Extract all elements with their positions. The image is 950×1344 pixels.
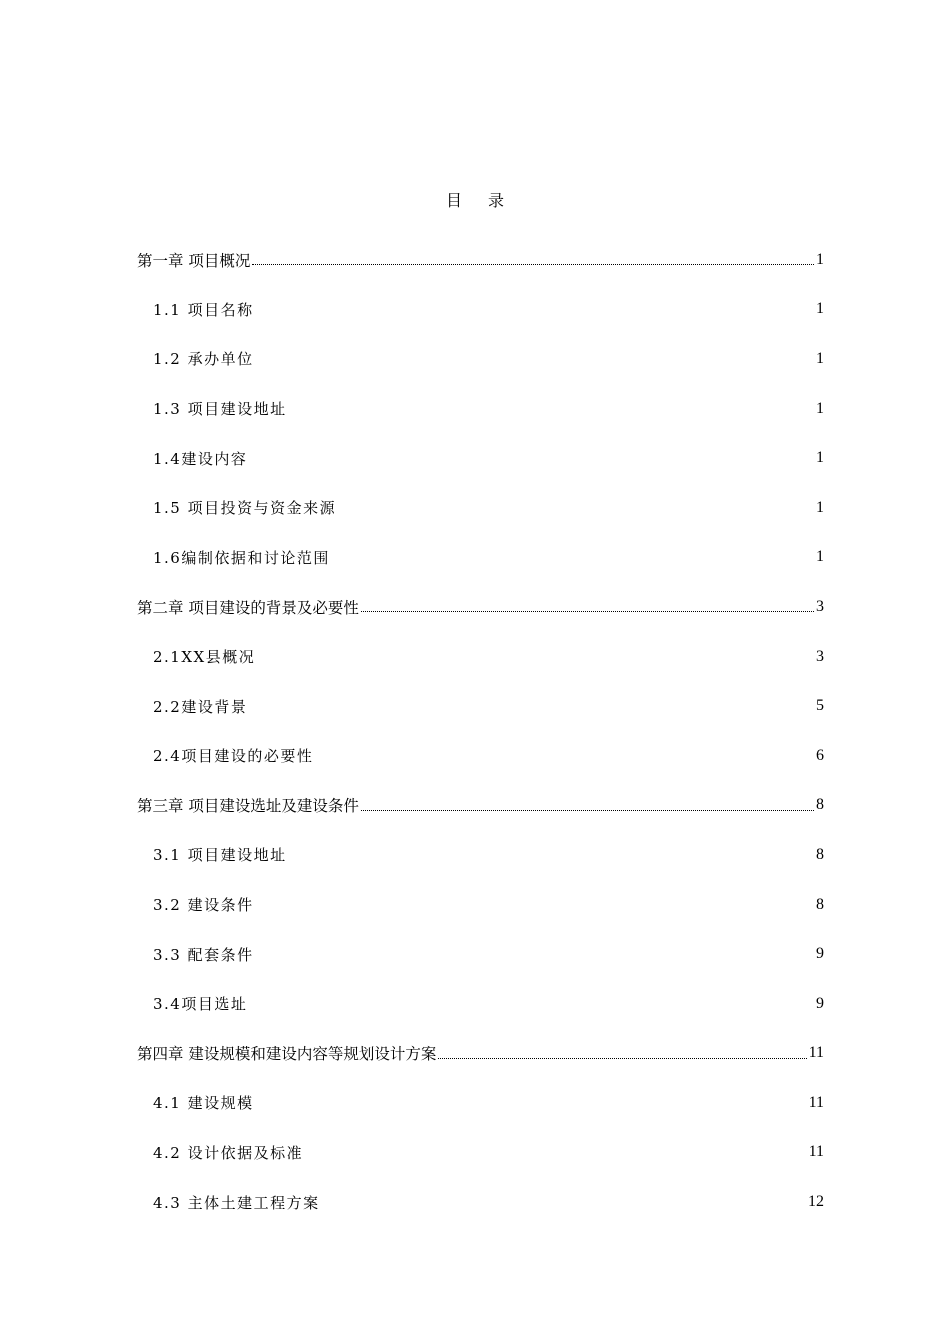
toc-page-number: 9	[816, 945, 824, 963]
toc-section-entry[interactable]	[137, 731, 824, 781]
toc-page-number: 11	[808, 1093, 824, 1111]
toc-dot-leader	[361, 611, 814, 612]
toc-section-entry[interactable]	[137, 830, 824, 880]
toc-dot-leader	[252, 264, 814, 265]
toc-entry-label: 1.6编制依据和讨论范围	[153, 548, 330, 567]
toc-chapter-entry[interactable]	[137, 582, 824, 632]
toc-section-entry[interactable]	[137, 1078, 824, 1128]
toc-section-entry[interactable]	[137, 1128, 824, 1178]
toc-page-number: 1	[816, 399, 824, 417]
toc-entry-label: 3.4项目选址	[153, 995, 248, 1014]
toc-entry-label: 3.1 项目建设地址	[153, 846, 287, 865]
toc-section-entry[interactable]	[137, 433, 824, 483]
toc-section-entry[interactable]	[137, 483, 824, 533]
toc-entry-label: 1.3 项目建设地址	[153, 400, 287, 419]
toc-section-entry[interactable]	[137, 880, 824, 930]
toc-chapter-entry[interactable]	[137, 781, 824, 831]
toc-section-entry[interactable]	[137, 979, 824, 1029]
toc-page-number: 1	[816, 548, 824, 566]
toc-page-number: 8	[816, 895, 824, 913]
toc-entry-label: 2.1XX县概况	[153, 648, 256, 667]
toc-title: 目录	[445, 191, 530, 210]
toc-entry-label: 4.3 主体土建工程方案	[153, 1193, 320, 1212]
toc-chapter-entry[interactable]	[137, 1029, 824, 1079]
toc-entry-label: 2.4项目建设的必要性	[153, 747, 314, 766]
toc-entry-label: 第三章 项目建设选址及建设条件	[137, 797, 359, 816]
toc-page-number: 12	[808, 1193, 824, 1211]
toc-page-number: 1	[816, 449, 824, 467]
toc-page-number: 11	[808, 1143, 824, 1161]
toc-section-entry[interactable]	[137, 1177, 824, 1227]
toc-entry-label: 4.1 建设规模	[153, 1094, 254, 1113]
toc-entry-label: 1.1 项目名称	[153, 300, 254, 319]
toc-entry-label: 4.2 设计依据及标准	[153, 1143, 304, 1162]
toc-page-number: 1	[816, 498, 824, 516]
toc-page-number: 1	[816, 300, 824, 318]
toc-page-number: 3	[816, 597, 824, 615]
toc-page-number: 5	[816, 697, 824, 715]
toc-section-entry[interactable]	[137, 334, 824, 384]
toc-page-number: 1	[816, 250, 824, 268]
table-of-contents	[137, 235, 824, 1227]
toc-entry-label: 1.5 项目投资与资金来源	[153, 499, 337, 518]
toc-section-entry[interactable]	[137, 533, 824, 583]
toc-dot-leader	[361, 810, 814, 811]
toc-page-number: 11	[808, 1044, 824, 1062]
toc-entry-label: 1.4建设内容	[153, 449, 248, 468]
toc-page-number: 9	[816, 994, 824, 1012]
toc-page-number: 8	[816, 796, 824, 814]
toc-entry-label: 第一章 项目概况	[137, 251, 251, 270]
toc-page-number: 1	[816, 349, 824, 367]
toc-entry-label: 2.2建设背景	[153, 697, 248, 716]
toc-dot-leader	[438, 1058, 806, 1059]
toc-section-entry[interactable]	[137, 285, 824, 335]
toc-chapter-entry[interactable]	[137, 235, 824, 285]
toc-entry-label: 1.2 承办单位	[153, 350, 254, 369]
toc-section-entry[interactable]	[137, 384, 824, 434]
toc-entry-label: 3.3 配套条件	[153, 945, 254, 964]
toc-section-entry[interactable]	[137, 929, 824, 979]
toc-entry-label: 第二章 项目建设的背景及必要性	[137, 598, 359, 617]
toc-entry-label: 第四章 建设规模和建设内容等规划设计方案	[137, 1045, 437, 1064]
toc-page-number: 8	[816, 845, 824, 863]
toc-section-entry[interactable]	[137, 632, 824, 682]
toc-page-number: 6	[816, 746, 824, 764]
toc-page-number: 3	[816, 647, 824, 665]
toc-entry-label: 3.2 建设条件	[153, 896, 254, 915]
toc-section-entry[interactable]	[137, 681, 824, 731]
